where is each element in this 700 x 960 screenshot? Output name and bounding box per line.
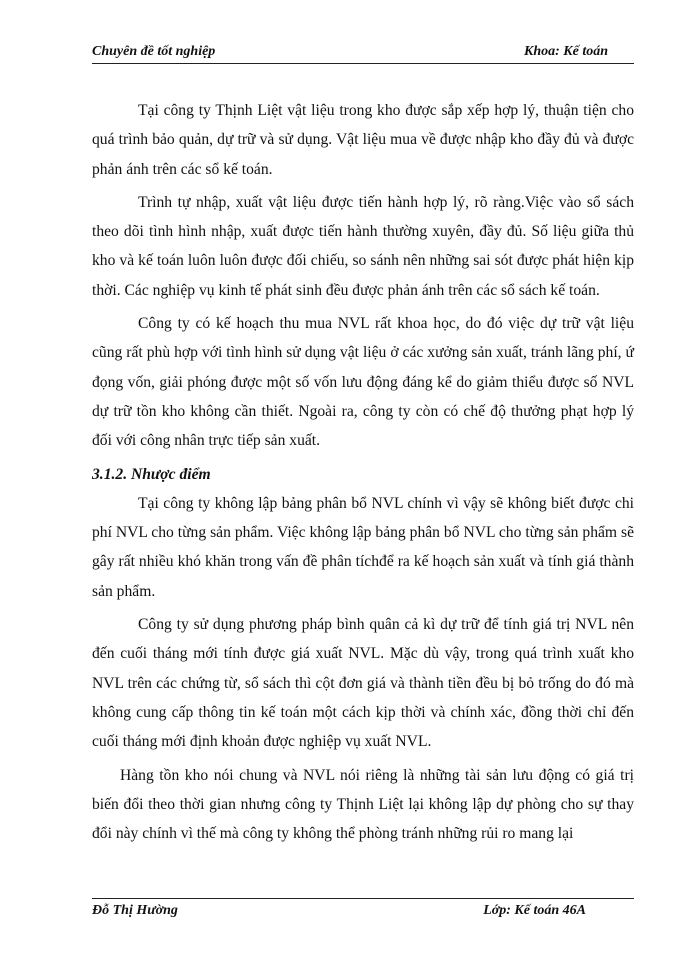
paragraph-procedure: Trình tự nhập, xuất vật liệu được tiến hành hợp lý, rõ ràng.Việc vào sổ sách theo dõi tình hình nhập, xuất được tiến hành thường xuyên, đầy đủ. Số liệu giữa thủ kho và kế toán luôn luôn được đối chiếu, so sánh nên những sai sót được phát hiện kịp thời. Các nghiệp vụ kinh tế phát sinh đều được phản ánh trên các sổ sách kế toán. <box>92 193 634 299</box>
paragraph-inventory-provision: Hàng tồn kho nói chung và NVL nói riêng là những tài sản lưu động có giá trị biến đổi theo thời gian nhưng công ty Thịnh Liệt lại không lập dự phòng cho sự thay đổi này chính vì thế mà công ty không thể phòng tránh những rủi ro mang lại <box>92 766 634 843</box>
header-department: Khoa: Kế toán <box>523 44 608 59</box>
footer-author: Đỗ Thị Hường <box>92 903 178 918</box>
paragraph-storage: Tại công ty Thịnh Liệt vật liệu trong kho được sắp xếp hợp lý, thuận tiện cho quá trình bảo quản, dự trữ và sử dụng. Vật liệu mua về được nhập kho đầy đủ và được phản ánh trên các sổ kế toán. <box>92 102 634 178</box>
paragraph-allocation: Tại công ty không lập bảng phân bổ NVL chính vì vậy sẽ không biết được chi phí NVL cho từng sản phẩm. Việc không lập bảng phân bổ NVL cho từng sản phẩm sẽ gây rất nhiều khó khăn trong vấn đề phân tíchđể ra kế hoạch sản xuất và tính giá thành sản phẩm. <box>92 494 634 600</box>
paragraph-purchasing-plan: Công ty có kế hoạch thu mua NVL rất khoa học, do đó việc dự trữ vật liệu cũng rất phù hợp với tình hình sử dụng vật liệu ở các xưởng sản xuất, tránh lãng phí, ứ đọng vốn, giải phóng được một số vốn lưu động đáng kể do giảm thiểu được số NVL dự trữ tồn kho không cần thiết. Ngoài ra, công ty còn có chế độ thưởng phạt hợp lý đối với công nhân trực tiếp sản xuất. <box>92 315 634 450</box>
page-header <box>92 38 634 64</box>
section-heading: 3.1.2. Nhược điểm <box>92 465 211 483</box>
paragraph-pricing-method: Công ty sử dụng phương pháp bình quân cả kì dự trữ để tính giá trị NVL nên đến cuối tháng mới tính được giá xuất NVL. Mặc dù vậy, trong quá trình xuất kho NVL trên các chứng từ, sổ sách thì cột đơn giá và thành tiền đều bị bỏ trống do đó mà không cung cấp thông tin kế toán một cách kịp thời và chính xác, đồng thời chỉ đến cuối tháng mới định khoản được nghiệp vụ xuất NVL. <box>92 616 634 751</box>
document-body <box>92 96 634 852</box>
header-course-title: Chuyên đề tốt nghiệp <box>92 44 216 59</box>
page-footer <box>92 898 634 919</box>
footer-class: Lớp: Kế toán 46A <box>483 903 586 918</box>
